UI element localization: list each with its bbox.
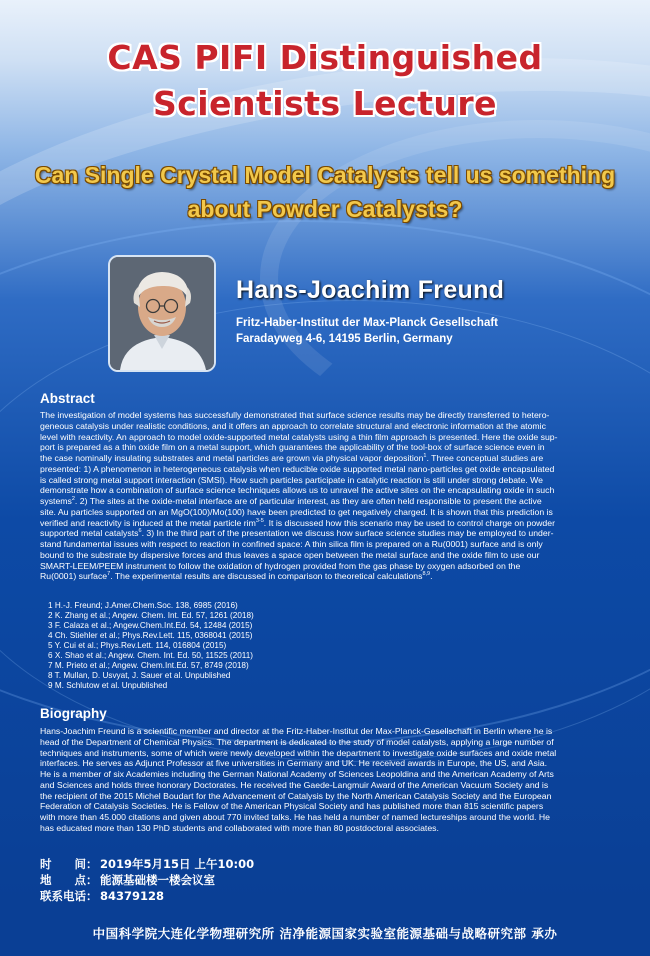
lecture-series-title-line1: CAS PIFI Distinguished (107, 38, 543, 77)
biography-line: Hans-Joachim Freund is a scientific member and director at the Fritz-Haber-Institut der Max-Planck-Gesellschaft in Berlin where he is (40, 726, 553, 736)
biography-line: with more than 45.000 citations and given about 770 invited talks. He has held a number of named lectureships around the world. He (40, 812, 550, 822)
event-time-value: 2019年5月15日 上午10:00 (100, 857, 255, 871)
reference-item: 1 H.-J. Freund; J.Amer.Chem.Soc. 138, 6985 (2016) (48, 601, 238, 610)
reference-item: 5 Y. Cui et al.; Phys.Rev.Lett. 114, 016804 (2015) (48, 641, 227, 650)
abstract-line: Ru(0001) surface$^7$. The experimental results are discussed in comparison to theoretical calculations$^{8,9}$. (40, 571, 433, 582)
abstract-line: demonstrate how a combination of surface science techniques allows us to unravel the active sites on the encapsulating oxide in such (40, 485, 555, 496)
organizer-footer: 中国科学院大连化学物理研究所 洁净能源国家实验室能源基础与战略研究部 承办 (92, 926, 558, 941)
event-phone (40, 888, 164, 904)
speaker-address: Faradayweg 4-6, 14195 Berlin, Germany (236, 333, 453, 345)
abstract-heading: Abstract (40, 391, 95, 406)
biography-line: head of the Department of Chemical Physics. The department is dedicated to the study of model catalysts, applying a large number of (40, 736, 554, 747)
speaker-name: Hans-Joachim Freund (236, 276, 505, 304)
biography-line: the recipient of the 2015 Michel Boudart for the Advancement of Catalysis by the North American Catalysis Society and the European (40, 790, 552, 801)
event-place (40, 872, 215, 888)
reference-item: 6 X. Shao et al.; Angew. Chem. Int. Ed. 50, 11525 (2011) (48, 651, 253, 660)
abstract-line: stand fundamental issues with respect to reaction in confined space: A thin silica film is prepared on a Ru(0001) surface and is only (40, 539, 543, 549)
biography-text (40, 726, 612, 834)
abstract-line: verified and reactivity is induced at the metal particle rim$^{3-5}$. It is discussed how this scenario may be used to control charge on powder (40, 517, 555, 528)
biography-line: techniques and instruments, some of which were newly developed within the department to investigate oxide surfaces and oxide metal (40, 747, 557, 758)
abstract-line: bound to the substrate by dispersive forces and thus leaves a space open between the metal surface and the oxide film to use our (40, 549, 540, 560)
speaker-photo (108, 255, 216, 372)
event-phone-value: 84379128 (100, 889, 165, 903)
event-place-label: 地 点： (40, 873, 98, 887)
event-place-value: 能源基础楼一楼会议室 (100, 873, 215, 887)
abstract-text (40, 410, 612, 582)
biography-heading: Biography (40, 706, 107, 721)
event-time (40, 856, 254, 872)
reference-item: 2 K. Zhang et al.; Angew. Chem. Int. Ed. 57, 1261 (2018) (48, 611, 254, 620)
event-time-label: 时 间： (40, 857, 98, 871)
event-phone-label: 联系电话： (40, 889, 98, 903)
reference-list (48, 601, 448, 691)
biography-line: He is a member of six Academies including the German National Academy of Sciences Leopoldina and the American Academy of Arts (40, 769, 554, 779)
abstract-line: port is prepared as a thin oxide film on a metal support, which guarantees the applicability of the tool-box of surface science even in (40, 442, 545, 453)
abstract-line: presented: 1) A phenomenon in heterogeneous catalysis when reducible oxide supported metal nano-particles get oxide encapsulated (40, 463, 555, 474)
biography-line: and Sciences and holds three honorary Doctorates. He received the Gaede-Langmuir Award of the American Vacuum Society and is (40, 779, 549, 790)
abstract-line: The investigation of model systems has successfully demonstrated that surface science results may be directly transferred to hetero- (40, 410, 550, 420)
abstract-line: geneous catalysis under realistic conditions, and it offers an approach to correlate structural and electronic information at the atomic (40, 420, 546, 431)
lecture-series-title-line2: Scientists Lecture (152, 84, 498, 123)
abstract-line: the case nominally insulating substrates and metal particles are grown via physical vapor deposition$^1$. Three conceptual studies are (40, 453, 544, 463)
talk-title-line2: about Powder Catalysts? (187, 196, 463, 222)
speaker-portrait-icon (110, 257, 214, 370)
biography-line: Federation of Catalysis Societies. He is Fellow of the American Physical Society and has published more than 815 scientific papers (40, 801, 544, 812)
abstract-line: supported metal catalysts$^6$. 3) In the third part of the presentation we discuss how surface science studies may be employed to under- (40, 528, 554, 539)
reference-item: 8 T. Mullan, D. Usvyat, J. Sauer et al. Unpublished (48, 671, 231, 680)
reference-item: 4 Ch. Stiehler et al.; Phys.Rev.Lett. 115, 0368041 (2015) (48, 631, 253, 640)
speaker-affiliation: Fritz-Haber-Institut der Max-Planck Gesellschaft (236, 317, 499, 329)
abstract-line: is called strong metal support interaction (SMSI). How such particles participate in catalytic reaction is still under strong debate. We (40, 474, 543, 485)
biography-line: has educated more than 130 PhD students and collaborated with more than 80 postdoctoral associates. (40, 822, 439, 833)
reference-item: 3 F. Calaza et al.; Angew.Chem.Int.Ed. 54, 12484 (2015) (48, 621, 253, 630)
reference-item: 9 M. Schlutow et al. Unpublished (48, 681, 168, 690)
abstract-line: SMART-LEEM/PEEM instrument to follow the oxidation of hydrogen provided from the gas phase by oxygen adsorbed on the (40, 560, 521, 571)
abstract-line: level with reactivity. An approach to model oxide-supported metal catalysts using a thin film approach is presented. Here the oxide sup- (40, 431, 558, 442)
biography-line: interfaces. He serves as Adjunct Professor at five universities in Germany and UK. He received awards in Europe, the US, and Asia. (40, 758, 548, 769)
abstract-line: systems$^2$. 2) The sites at the oxide-metal interface are of particular interest, as they are often held responsible to present the active (40, 496, 542, 506)
reference-item: 7 M. Prieto et al.; Angew. Chem.Int.Ed. 57, 8749 (2018) (48, 661, 249, 670)
abstract-line: site. Au particles supported on an MgO(100)/Mo(100) have been predicted to get negatively charged. It is shown that this prediction is (40, 506, 553, 517)
talk-title-line1: Can Single Crystal Model Catalysts tell us something (34, 162, 616, 188)
